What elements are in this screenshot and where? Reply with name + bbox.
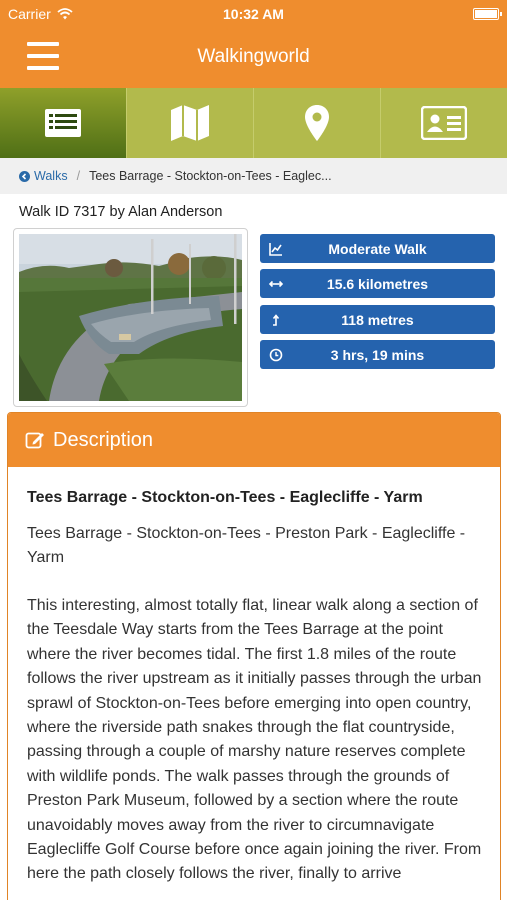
walk-photo[interactable] [13,228,248,407]
stat-duration [260,340,495,369]
arrows-horizontal-icon [268,276,284,292]
breadcrumb-walks-label: Walks [34,169,68,183]
description-text: This interesting, almost totally flat, linear walk along a section of the Teesdale Way starts from the Tees Barrage at the point where the river becomes tidal. The first 1.8 miles of the route follows the river upstream as it initially passes through the urban sprawl of Stockton-on-Tees before emerging into open country, where the riverside path snakes through the flat countryside, passing through a couple of marshy nature reserves complete with wildlife ponds. The walk passes through the grounds of Preston Park Museum, followed by a section where the route unavoidably moves away from the river to circumnavigate Eaglecliffe Golf Course before once again joining the river. From here the path closely follows the river, finally to arrive [27,597,482,883]
stat-ascent-label: 118 metres [341,311,414,328]
carrier-label: Carrier [8,6,51,22]
ascent-arrow-icon [268,312,284,328]
tab-map[interactable] [127,88,254,158]
stat-difficulty-label: Moderate Walk [328,240,427,257]
status-bar [0,0,507,28]
breadcrumb-separator: / [76,169,81,183]
description-heading: Description [53,428,154,451]
breadcrumb-walks-link[interactable] [19,169,68,183]
list-icon [44,108,82,138]
app-title: Walkingworld [197,46,310,67]
stat-ascent [260,305,495,334]
tab-contact[interactable] [381,88,507,158]
stat-distance [260,269,495,298]
location-pin-icon [304,104,330,142]
map-icon [170,104,210,142]
edit-icon [25,430,45,450]
description-title: Tees Barrage - Stockton-on-Tees - Eaglecliffe - Yarm [27,489,423,506]
breadcrumb [0,158,507,194]
battery-icon [473,8,499,20]
clock-icon [268,347,284,363]
line-chart-icon [268,241,284,257]
tab-location[interactable] [254,88,381,158]
stat-duration-label: 3 hrs, 19 mins [330,346,425,363]
description-header[interactable] [8,413,500,467]
app-header [0,28,507,88]
stat-distance-label: 15.6 kilometres [326,275,429,292]
stat-difficulty [260,234,495,263]
breadcrumb-current: Tees Barrage - Stockton-on-Tees - Eaglec... [89,169,332,183]
tab-details[interactable] [0,88,127,158]
contact-card-icon [421,106,467,140]
walk-photo-image [19,234,242,401]
walk-id-line: Walk ID 7317 by Alan Anderson [19,204,223,220]
chevron-left-circle-icon [19,171,30,182]
description-panel [7,412,501,900]
clock-time: 10:32 AM [223,6,284,22]
tab-bar [0,88,507,158]
description-subtitle: Tees Barrage - Stockton-on-Tees - Preston Park - Eaglecliffe - Yarm [27,525,466,566]
description-body [8,467,500,887]
